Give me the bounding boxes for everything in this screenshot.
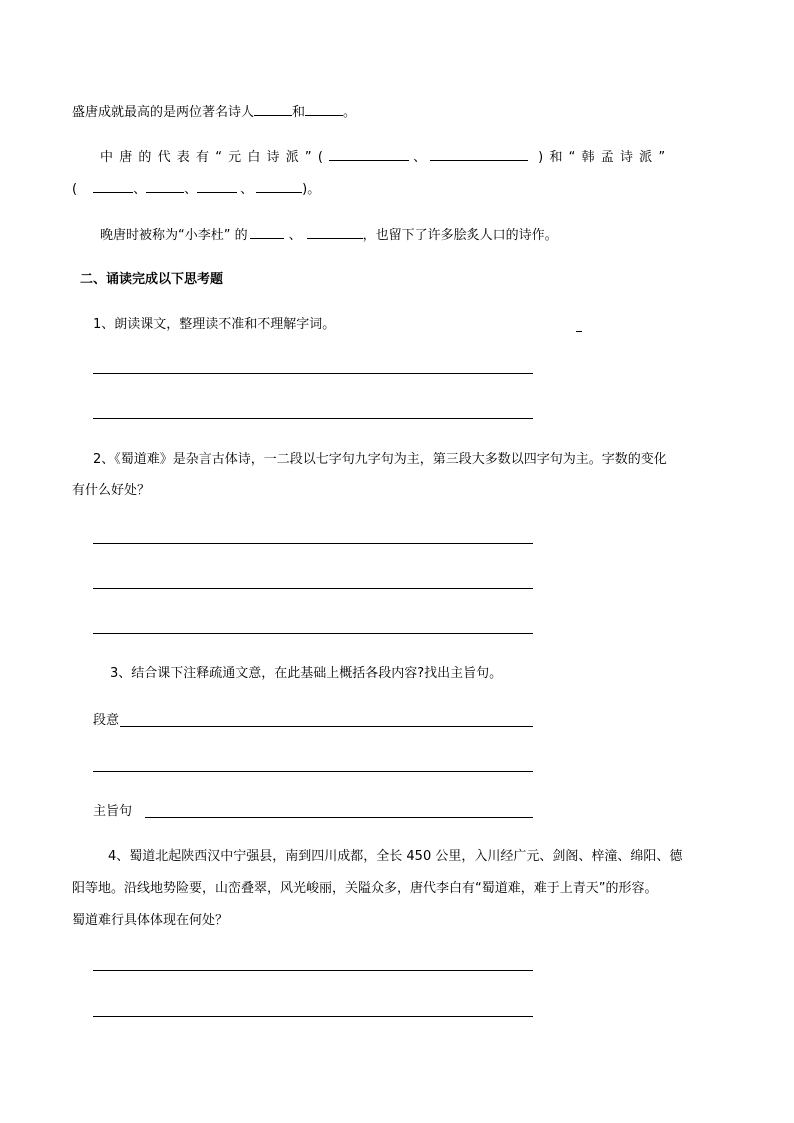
- intro-line-4-sep: 、: [288, 228, 302, 243]
- intro-line-3-sep-1: 、: [133, 182, 147, 197]
- intro-line-3: [72, 180, 320, 199]
- intro-line-4: [100, 226, 558, 245]
- question-2-line-1: 2、《蜀道难》是杂言古体诗，一二段以七字句九字句为主，第三段大多数以四字句为主。字数的变化: [93, 452, 667, 467]
- answer-line-q4-1[interactable]: [93, 970, 533, 971]
- answer-line-q1-1[interactable]: [93, 373, 533, 374]
- intro-line-1-end: 。: [343, 105, 357, 120]
- blank-poet-2[interactable]: [305, 103, 343, 116]
- blank-xiaolidu-1[interactable]: [250, 226, 284, 239]
- question-3: 3、结合课下注释疏通文意，在此基础上概括各段内容?找出主旨句。: [110, 666, 503, 681]
- answer-line-q2-2[interactable]: [93, 588, 533, 589]
- blank-xiaolidu-2[interactable]: [307, 226, 363, 239]
- question-2-line-2: 有什么好处？: [72, 483, 151, 498]
- theme-sentence-label: 主旨句: [93, 804, 133, 819]
- intro-line-1: [72, 103, 356, 122]
- intro-line-3-sep-3: 、: [240, 182, 254, 197]
- question-4-line-2: 阳等地。沿线地势险要，山峦叠翠，风光峻丽，关隘众多，唐代李白有“蜀道难，难于上青天”的形容。: [72, 881, 658, 896]
- intro-line-2-text: 中唐的代表有“元白诗派”(: [100, 150, 330, 165]
- question-4-line-3: 蜀道难行具体体现在何处？: [72, 913, 229, 928]
- answer-line-q3-2[interactable]: [93, 771, 533, 772]
- section-2-title: 二、诵读完成以下思考题: [80, 272, 224, 287]
- intro-line-4-text: 晚唐时被称为“小李杜” 的: [100, 228, 248, 243]
- intro-line-3-open: (: [72, 182, 78, 197]
- intro-line-1-conj: 和: [292, 105, 306, 120]
- blank-yuanbai-1[interactable]: [329, 148, 409, 161]
- question-4-line-1: 4、蜀道北起陕西汉中宁强县，南到四川成都，全长 450 公里，入川经广元、剑阁、梓潼、绵阳、德: [108, 849, 683, 864]
- intro-line-3-close: )。: [302, 182, 321, 197]
- intro-line-4-end: ，也留下了许多脍炙人口的诗作。: [362, 228, 558, 243]
- intro-line-2-sep: 、: [413, 150, 427, 165]
- blank-hanmeng-3[interactable]: [197, 180, 237, 193]
- answer-line-theme-sentence[interactable]: [145, 817, 533, 818]
- blank-hanmeng-1[interactable]: [93, 180, 133, 193]
- intro-line-3-sep-2: 、: [184, 182, 198, 197]
- intro-line-1-text: 盛唐成就最高的是两位著名诗人: [72, 105, 255, 120]
- question-1: 1、朗读课文，整理读不准和不理解字词。: [93, 317, 336, 332]
- answer-line-q4-2[interactable]: [93, 1016, 533, 1017]
- intro-line-2-mid: )和“韩孟诗派”: [538, 150, 672, 165]
- answer-line-q2-1[interactable]: [93, 543, 533, 544]
- blank-hanmeng-4[interactable]: [256, 180, 302, 193]
- stray-underscore: [576, 319, 582, 332]
- blank-yuanbai-2[interactable]: [430, 148, 528, 161]
- answer-line-q1-2[interactable]: [93, 418, 533, 419]
- blank-hanmeng-2[interactable]: [146, 180, 184, 193]
- paragraph-meaning-label: 段意: [93, 713, 120, 728]
- answer-line-q2-3[interactable]: [93, 633, 533, 634]
- blank-poet-1[interactable]: [254, 103, 292, 116]
- answer-line-paragraph-meaning[interactable]: [120, 726, 533, 727]
- intro-line-2: [100, 148, 671, 167]
